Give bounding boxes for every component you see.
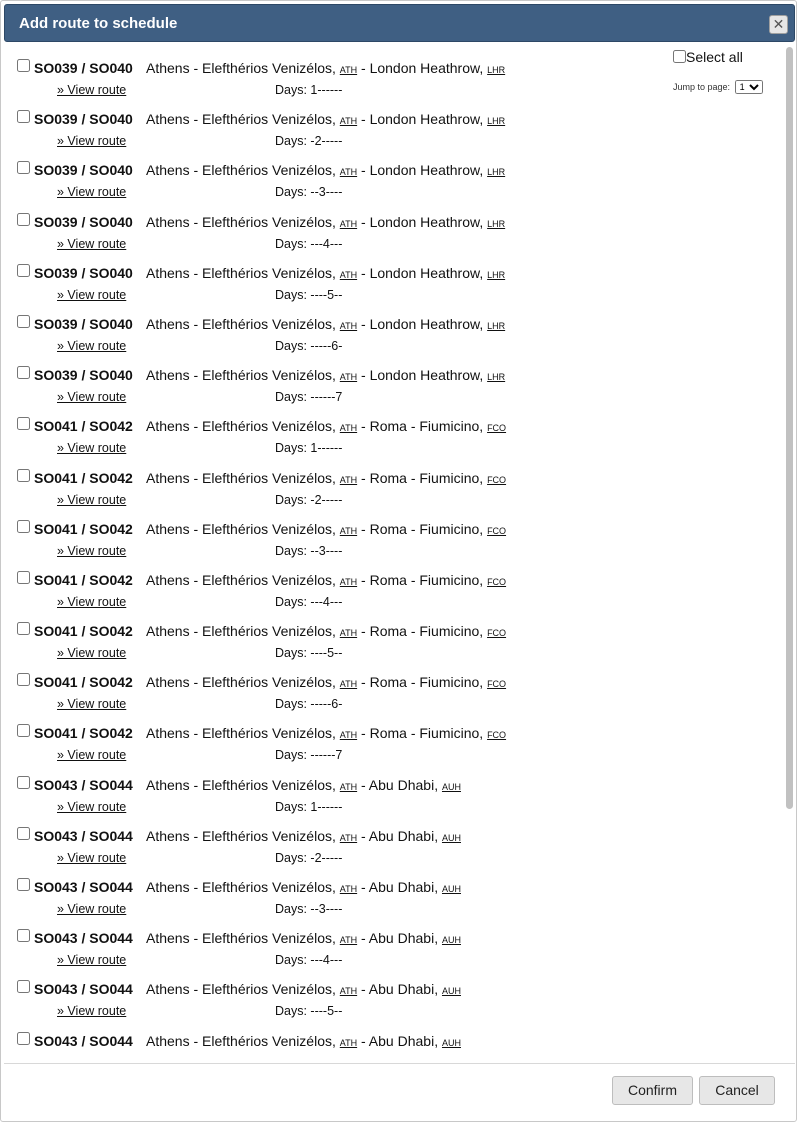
flight-code: SO039 / SO040 (34, 264, 133, 281)
route-checkbox[interactable] (17, 622, 30, 635)
view-route-link[interactable]: » View route (57, 697, 127, 712)
select-all-checkbox[interactable] (673, 50, 686, 63)
route-description: Athens - Elefthérios Venizélos, ATH - Roma - Fiumicino, FCO (146, 418, 507, 435)
flight-code: SO041 / SO042 (34, 418, 133, 435)
route-checkbox[interactable] (17, 315, 30, 328)
destination-airport: London Heathrow (369, 264, 480, 281)
flight-code: SO043 / SO044 (34, 1032, 133, 1049)
origin-code[interactable]: ATH (339, 576, 358, 587)
route-checkbox[interactable] (17, 417, 30, 430)
route-description: Athens - Elefthérios Venizélos, ATH - Abu Dhabi, AUH (146, 827, 461, 844)
origin-code[interactable]: ATH (339, 167, 358, 178)
destination-airport: London Heathrow (369, 367, 480, 384)
origin-code[interactable]: ATH (339, 986, 358, 997)
route-description: Athens - Elefthérios Venizélos, ATH - Roma - Fiumicino, FCO (146, 725, 507, 742)
route-description: Athens - Elefthérios Venizélos, ATH - Abu Dhabi, AUH (146, 1032, 461, 1049)
footer-divider (4, 1063, 795, 1064)
view-route-link[interactable]: » View route (57, 441, 127, 456)
destination-code[interactable]: AUH (441, 832, 461, 843)
select-all[interactable] (673, 49, 743, 65)
destination-code[interactable]: LHR (487, 218, 506, 229)
destination-code[interactable]: LHR (487, 65, 506, 75)
destination-code[interactable]: LHR (487, 320, 506, 331)
route-checkbox[interactable] (17, 520, 30, 533)
destination-code[interactable]: FCO (487, 525, 507, 536)
route-checkbox[interactable] (17, 59, 30, 72)
view-route-link[interactable]: » View route (57, 83, 127, 97)
jump-to-page (673, 80, 763, 94)
operating-days: Days: ---4--- (275, 594, 343, 609)
route-row (4, 620, 564, 671)
destination-airport: London Heathrow (369, 162, 480, 179)
origin-code[interactable]: ATH (339, 679, 358, 690)
route-row (4, 876, 564, 927)
operating-days: Days: 1------ (275, 441, 343, 456)
route-checkbox[interactable] (17, 776, 30, 789)
destination-code[interactable]: FCO (487, 474, 507, 485)
route-checkbox[interactable] (17, 110, 30, 123)
route-checkbox[interactable] (17, 980, 30, 993)
origin-code[interactable]: ATH (339, 320, 358, 331)
destination-airport: London Heathrow (369, 111, 480, 128)
view-route-link[interactable]: » View route (57, 492, 127, 507)
route-description: Athens - Elefthérios Venizélos, ATH - London Heathrow, LHR (146, 264, 506, 281)
origin-code[interactable]: ATH (339, 935, 358, 946)
route-row (4, 569, 564, 620)
origin-airport: Athens - Elefthérios Venizélos (146, 469, 332, 486)
flight-code: SO043 / SO044 (34, 981, 133, 998)
operating-days: Days: ----5-- (275, 646, 343, 661)
route-checkbox[interactable] (17, 1032, 30, 1045)
route-checkbox[interactable] (17, 366, 30, 379)
route-description: Athens - Elefthérios Venizélos, ATH - Abu Dhabi, AUH (146, 776, 461, 793)
view-route-link[interactable]: » View route (57, 134, 127, 149)
route-checkbox[interactable] (17, 673, 30, 686)
flight-code: SO041 / SO042 (34, 571, 133, 588)
origin-airport: Athens - Elefthérios Venizélos (146, 111, 332, 128)
route-description: Athens - Elefthérios Venizélos, ATH - Abu Dhabi, AUH (146, 879, 461, 895)
operating-days: Days: -----6- (275, 338, 343, 353)
cancel-button[interactable]: Cancel (699, 1076, 775, 1105)
route-checkbox[interactable] (17, 264, 30, 277)
dialog-titlebar (4, 4, 795, 42)
view-route-link[interactable]: » View route (57, 646, 127, 661)
confirm-button[interactable]: Confirm (612, 1076, 693, 1105)
origin-code[interactable]: ATH (339, 269, 358, 280)
origin-code[interactable]: ATH (339, 218, 358, 229)
operating-days: Days: ---4--- (275, 236, 343, 251)
destination-airport: Roma - Fiumicino (369, 674, 480, 691)
route-row (4, 722, 564, 773)
destination-airport: Abu Dhabi (368, 776, 435, 793)
route-description: Athens - Elefthérios Venizélos, ATH - Abu Dhabi, AUH (146, 981, 461, 998)
view-route-link[interactable]: » View route (57, 799, 127, 814)
operating-days: Days: ---4--- (275, 953, 343, 968)
route-description: Athens - Elefthérios Venizélos, ATH - Roma - Fiumicino, FCO (146, 469, 507, 486)
route-row (4, 671, 564, 722)
origin-airport: Athens - Elefthérios Venizélos (146, 418, 332, 435)
route-list-panel[interactable] (4, 45, 796, 1061)
jump-to-page-label: Jump to page: (673, 82, 731, 92)
route-row (4, 364, 564, 415)
route-checkbox[interactable] (17, 571, 30, 584)
flight-code: SO043 / SO044 (34, 879, 133, 895)
view-route-link[interactable]: » View route (57, 594, 127, 609)
origin-airport: Athens - Elefthérios Venizélos (146, 674, 332, 691)
destination-code[interactable]: LHR (487, 167, 506, 178)
origin-code[interactable]: ATH (339, 884, 358, 894)
view-route-link[interactable]: » View route (57, 543, 127, 558)
origin-airport: Athens - Elefthérios Venizélos (146, 520, 332, 537)
operating-days: Days: 1------ (275, 83, 343, 97)
destination-airport: Abu Dhabi (368, 930, 435, 947)
flight-code: SO039 / SO040 (34, 367, 133, 384)
route-checkbox[interactable] (17, 213, 30, 226)
destination-airport: Roma - Fiumicino (369, 623, 480, 640)
route-description: Athens - Elefthérios Venizélos, ATH - Roma - Fiumicino, FCO (146, 623, 507, 640)
route-row (4, 774, 564, 825)
origin-code[interactable]: ATH (339, 525, 358, 536)
destination-code[interactable]: AUH (441, 884, 461, 894)
destination-code[interactable]: FCO (487, 679, 507, 690)
origin-airport: Athens - Elefthérios Venizélos (146, 725, 332, 742)
origin-airport: Athens - Elefthérios Venizélos (146, 776, 332, 793)
flight-code: SO041 / SO042 (34, 520, 133, 537)
operating-days: Days: ----5-- (275, 287, 343, 302)
route-row (4, 262, 564, 313)
route-checkbox[interactable] (17, 469, 30, 482)
route-row (4, 159, 564, 210)
operating-days: Days: -----6- (275, 697, 343, 712)
destination-airport: London Heathrow (369, 315, 480, 332)
route-row (4, 313, 564, 364)
route-row (4, 415, 564, 466)
operating-days: Days: --3---- (275, 543, 343, 558)
route-checkbox[interactable] (17, 827, 30, 840)
view-route-link[interactable]: » View route (57, 902, 127, 916)
select-all-label: Select all (686, 49, 743, 65)
origin-airport: Athens - Elefthérios Venizélos (146, 827, 332, 844)
scrollbar[interactable] (785, 45, 794, 1055)
page-select[interactable] (735, 80, 763, 94)
origin-code[interactable]: ATH (339, 116, 358, 127)
route-checkbox[interactable] (17, 161, 30, 174)
flight-code: SO039 / SO040 (34, 213, 133, 230)
origin-airport: Athens - Elefthérios Venizélos (146, 879, 332, 895)
route-description: Athens - Elefthérios Venizélos, ATH - London Heathrow, LHR (146, 162, 506, 179)
view-route-link[interactable]: » View route (57, 953, 127, 968)
flight-code: SO041 / SO042 (34, 674, 133, 691)
operating-days: Days: -2----- (275, 850, 343, 865)
origin-code[interactable]: ATH (339, 423, 358, 434)
route-description: Athens - Elefthérios Venizélos, ATH - Roma - Fiumicino, FCO (146, 674, 507, 691)
destination-code[interactable]: FCO (487, 576, 507, 587)
destination-code[interactable]: AUH (441, 781, 461, 792)
scrollbar-thumb[interactable] (786, 47, 793, 809)
destination-airport: Abu Dhabi (368, 827, 435, 844)
operating-days: Days: ----5-- (275, 1004, 343, 1019)
origin-code[interactable]: ATH (339, 832, 358, 843)
operating-days: Days: -2----- (275, 492, 343, 507)
route-checkbox[interactable] (17, 724, 30, 737)
view-route-link[interactable]: » View route (57, 748, 127, 763)
flight-code: SO043 / SO044 (34, 776, 133, 793)
view-route-link[interactable]: » View route (57, 185, 127, 200)
origin-airport: Athens - Elefthérios Venizélos (146, 623, 332, 640)
origin-code[interactable]: ATH (339, 372, 358, 383)
route-description: Athens - Elefthérios Venizélos, ATH - London Heathrow, LHR (146, 367, 506, 384)
route-description: Athens - Elefthérios Venizélos, ATH - Abu Dhabi, AUH (146, 930, 461, 947)
operating-days: Days: 1------ (275, 799, 343, 814)
origin-airport: Athens - Elefthérios Venizélos (146, 315, 332, 332)
route-description: Athens - Elefthérios Venizélos, ATH - London Heathrow, LHR (146, 213, 506, 230)
flight-code: SO039 / SO040 (34, 315, 133, 332)
route-row (4, 57, 564, 108)
operating-days: Days: --3---- (275, 185, 343, 200)
destination-code[interactable]: AUH (441, 935, 461, 946)
route-checkbox[interactable] (17, 878, 30, 891)
origin-airport: Athens - Elefthérios Venizélos (146, 367, 332, 384)
destination-airport: Abu Dhabi (368, 981, 435, 998)
route-description: Athens - Elefthérios Venizélos, ATH - London Heathrow, LHR (146, 60, 506, 76)
destination-code[interactable]: LHR (487, 116, 506, 127)
route-description: Athens - Elefthérios Venizélos, ATH - Roma - Fiumicino, FCO (146, 520, 507, 537)
route-description: Athens - Elefthérios Venizélos, ATH - London Heathrow, LHR (146, 111, 506, 128)
origin-code[interactable]: ATH (339, 628, 358, 639)
destination-code[interactable]: FCO (487, 730, 507, 741)
view-route-link[interactable]: » View route (57, 850, 127, 865)
view-route-link[interactable]: » View route (57, 287, 127, 302)
origin-code[interactable]: ATH (339, 65, 358, 75)
view-route-link[interactable]: » View route (57, 338, 127, 353)
origin-code[interactable]: ATH (339, 730, 358, 741)
route-row (4, 211, 564, 262)
route-list (4, 57, 564, 1061)
destination-airport: London Heathrow (369, 60, 480, 76)
flight-code: SO043 / SO044 (34, 930, 133, 947)
origin-code[interactable]: ATH (339, 474, 358, 485)
operating-days: Days: ------7 (275, 390, 343, 405)
operating-days: Days: --3---- (275, 902, 343, 916)
destination-code[interactable]: FCO (487, 423, 507, 434)
destination-airport: Abu Dhabi (368, 1032, 435, 1049)
destination-code[interactable]: LHR (487, 269, 506, 280)
view-route-link[interactable]: » View route (57, 1004, 127, 1019)
route-checkbox[interactable] (17, 929, 30, 942)
close-icon[interactable]: ✕ (769, 15, 788, 34)
origin-code[interactable]: ATH (339, 781, 358, 792)
destination-airport: Roma - Fiumicino (369, 725, 480, 742)
origin-airport: Athens - Elefthérios Venizélos (146, 930, 332, 947)
operating-days: Days: ------7 (275, 748, 343, 763)
destination-code[interactable]: FCO (487, 628, 507, 639)
route-row (4, 927, 564, 978)
destination-airport: Abu Dhabi (368, 879, 435, 895)
flight-code: SO039 / SO040 (34, 162, 133, 179)
flight-code: SO043 / SO044 (34, 827, 133, 844)
flight-code: SO041 / SO042 (34, 725, 133, 742)
view-route-link[interactable]: » View route (57, 390, 127, 405)
operating-days: Days: -2----- (275, 134, 343, 149)
view-route-link[interactable]: » View route (57, 236, 127, 251)
route-row (4, 1030, 564, 1061)
destination-airport: Roma - Fiumicino (369, 418, 480, 435)
flight-code: SO039 / SO040 (34, 111, 133, 128)
route-description: Athens - Elefthérios Venizélos, ATH - London Heathrow, LHR (146, 315, 506, 332)
route-row (4, 467, 564, 518)
destination-airport: Roma - Fiumicino (369, 469, 480, 486)
origin-airport: Athens - Elefthérios Venizélos (146, 264, 332, 281)
destination-airport: London Heathrow (369, 213, 480, 230)
destination-code[interactable]: AUH (441, 986, 461, 997)
flight-code: SO041 / SO042 (34, 469, 133, 486)
flight-code: SO039 / SO040 (34, 60, 133, 76)
origin-airport: Athens - Elefthérios Venizélos (146, 213, 332, 230)
origin-airport: Athens - Elefthérios Venizélos (146, 571, 332, 588)
route-row (4, 518, 564, 569)
destination-code[interactable]: AUH (441, 1037, 461, 1048)
origin-airport: Athens - Elefthérios Venizélos (146, 60, 332, 76)
destination-airport: Roma - Fiumicino (369, 571, 480, 588)
origin-airport: Athens - Elefthérios Venizélos (146, 981, 332, 998)
destination-airport: Roma - Fiumicino (369, 520, 480, 537)
route-row (4, 825, 564, 876)
origin-airport: Athens - Elefthérios Venizélos (146, 1032, 332, 1049)
dialog-title: Add route to schedule (19, 15, 178, 32)
route-row (4, 108, 564, 159)
route-description: Athens - Elefthérios Venizélos, ATH - Roma - Fiumicino, FCO (146, 571, 507, 588)
flight-code: SO041 / SO042 (34, 623, 133, 640)
route-row (4, 978, 564, 1029)
destination-code[interactable]: LHR (487, 372, 506, 383)
origin-code[interactable]: ATH (339, 1037, 358, 1048)
origin-airport: Athens - Elefthérios Venizélos (146, 162, 332, 179)
